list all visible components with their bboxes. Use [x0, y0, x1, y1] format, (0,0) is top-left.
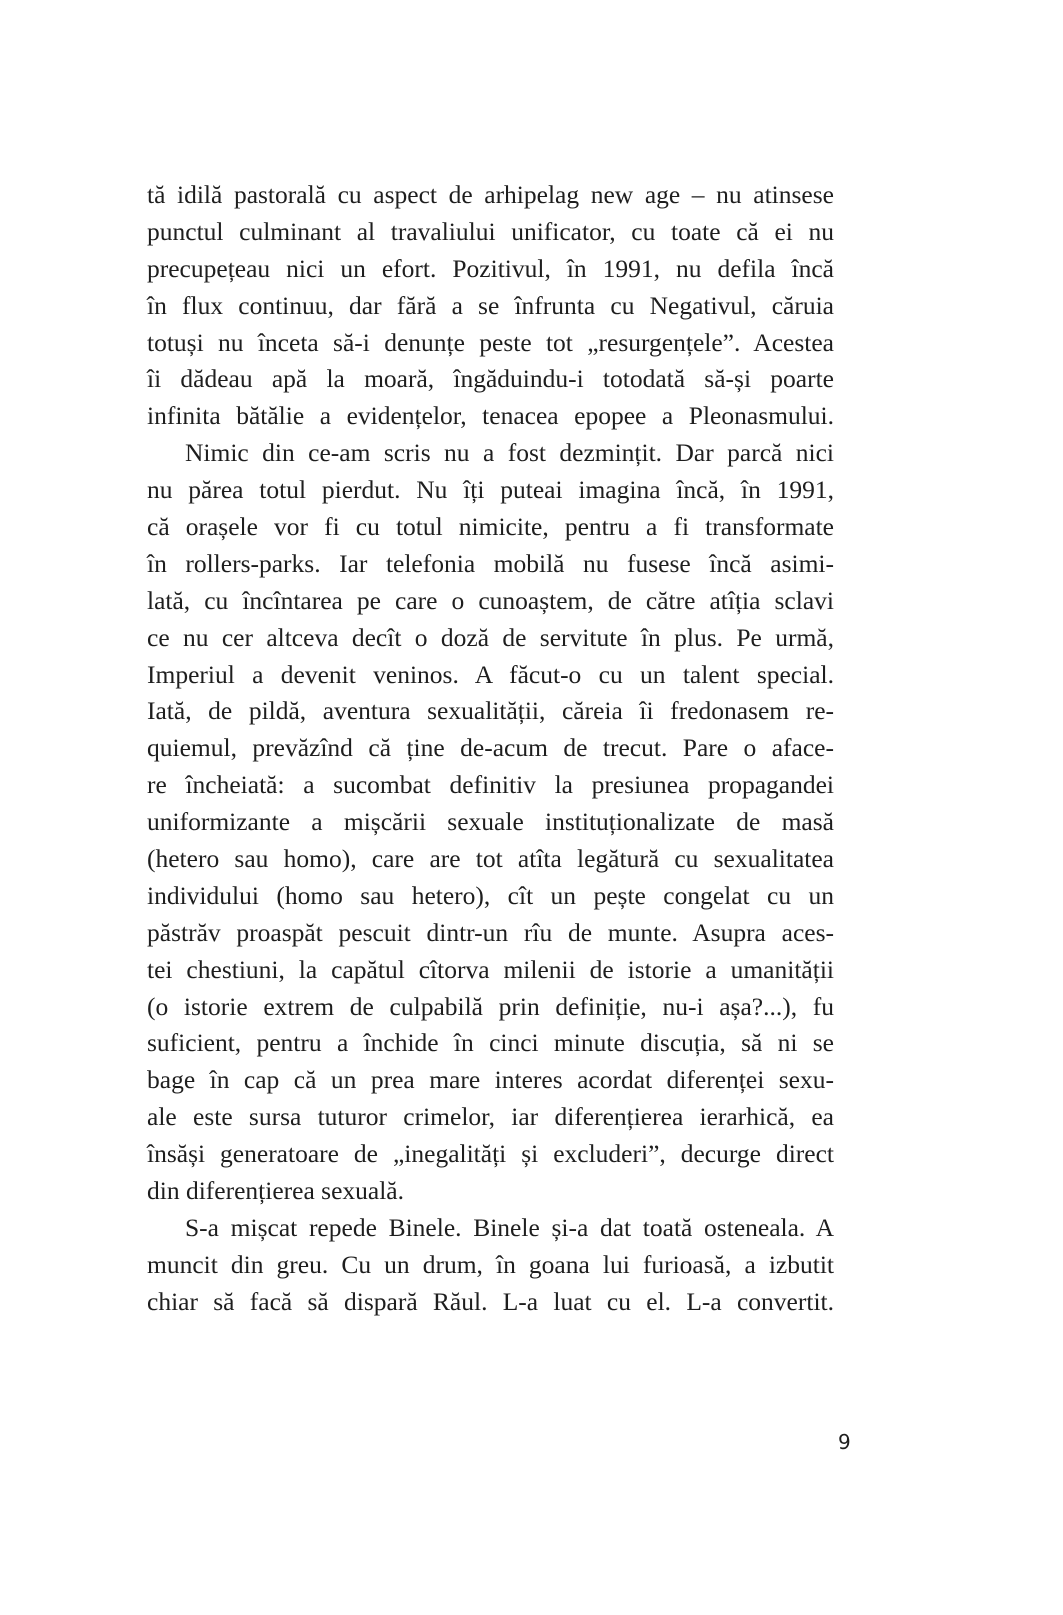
text-line-paragraph-start: S-a mișcat repede Binele. Binele și-a dat toată osteneala. A [185, 1212, 834, 1242]
text-line-paragraph-end: din diferențierea sexuală. [147, 1176, 404, 1206]
text-line-paragraph-start: Nimic din ce-am scris nu a fost dezmințit. Dar parcă nici [185, 438, 834, 468]
text-line: lată, cu încîntarea pe care o cunoaștem, de către atîția sclavi [147, 585, 834, 615]
text-line: bage în cap că un prea mare interes acordat diferenței sexu- [147, 1065, 834, 1095]
text-line: păstrăv proaspăt pescuit dintr-un rîu de munte. Asupra aces- [147, 917, 834, 947]
text-line: tă idilă pastorală cu aspect de arhipelag new age – nu atinsese [147, 180, 834, 209]
text-line: infinita bătălie a evidențelor, tenacea epopee a Pleonasmului. [147, 401, 834, 431]
text-line: Iată, de pildă, aventura sexualității, căreia îi fredonasem re- [147, 696, 834, 726]
text-line: (o istorie extrem de culpabilă prin definiție, nu-i așa?...), fu [147, 991, 834, 1021]
text-line: îi dădeau apă la moară, îngăduindu-i totodată să-și poarte [147, 364, 834, 394]
text-line: însăși generatoare de „inegalități și excluderi”, decurge direct [147, 1139, 834, 1169]
text-line: ale este sursa tuturor crimelor, iar diferențierea ierarhică, ea [147, 1102, 834, 1132]
text-line: uniformizante a mișcării sexuale instituționalizate de masă [147, 807, 834, 837]
text-line: precupețeau nici un efort. Pozitivul, în 1991, nu defila încă [147, 253, 834, 283]
text-line: individului (homo sau hetero), cît un pește congelat cu un [147, 880, 834, 910]
text-line: în flux continuu, dar fără a se înfrunta cu Negativul, căruia [147, 290, 834, 320]
text-line: nu părea totul pierdut. Nu îți puteai imagina încă, în 1991, [147, 475, 834, 505]
page-number: 9 [838, 1430, 851, 1454]
text-line: (hetero sau homo), care are tot atîta legătură cu sexualitatea [147, 844, 834, 874]
text-line: că orașele vor fi cu totul nimicite, pentru a fi transformate [147, 512, 834, 542]
text-line: totuși nu înceta să-i denunțe peste tot „resurgențele”. Acestea [147, 327, 834, 357]
text-line: Imperiul a devenit veninos. A făcut-o cu un talent special. [147, 659, 834, 689]
text-line: în rollers-parks. Iar telefonia mobilă nu fusese încă asimi- [147, 548, 834, 578]
text-line: punctul culminant al travaliului unificator, cu toate că ei nu [147, 216, 834, 246]
text-line: tei chestiuni, la capătul cîtorva milenii de istorie a umanității [147, 954, 834, 984]
body-text [147, 177, 834, 1321]
text-line: ce nu cer altceva decît o doză de servitute în plus. Pe urmă, [147, 622, 834, 652]
text-line: suficient, pentru a închide în cinci minute discuția, să ni se [147, 1028, 834, 1058]
text-line: re încheiată: a sucombat definitiv la presiunea propagandei [147, 770, 834, 800]
text-line: chiar să facă să dispară Răul. L-a luat cu el. L-a convertit. [147, 1286, 834, 1316]
text-line: muncit din greu. Cu un drum, în goana lui furioasă, a izbutit [147, 1249, 834, 1279]
text-line: quiemul, prevăzînd că ține de-acum de trecut. Pare o aface- [147, 733, 834, 763]
